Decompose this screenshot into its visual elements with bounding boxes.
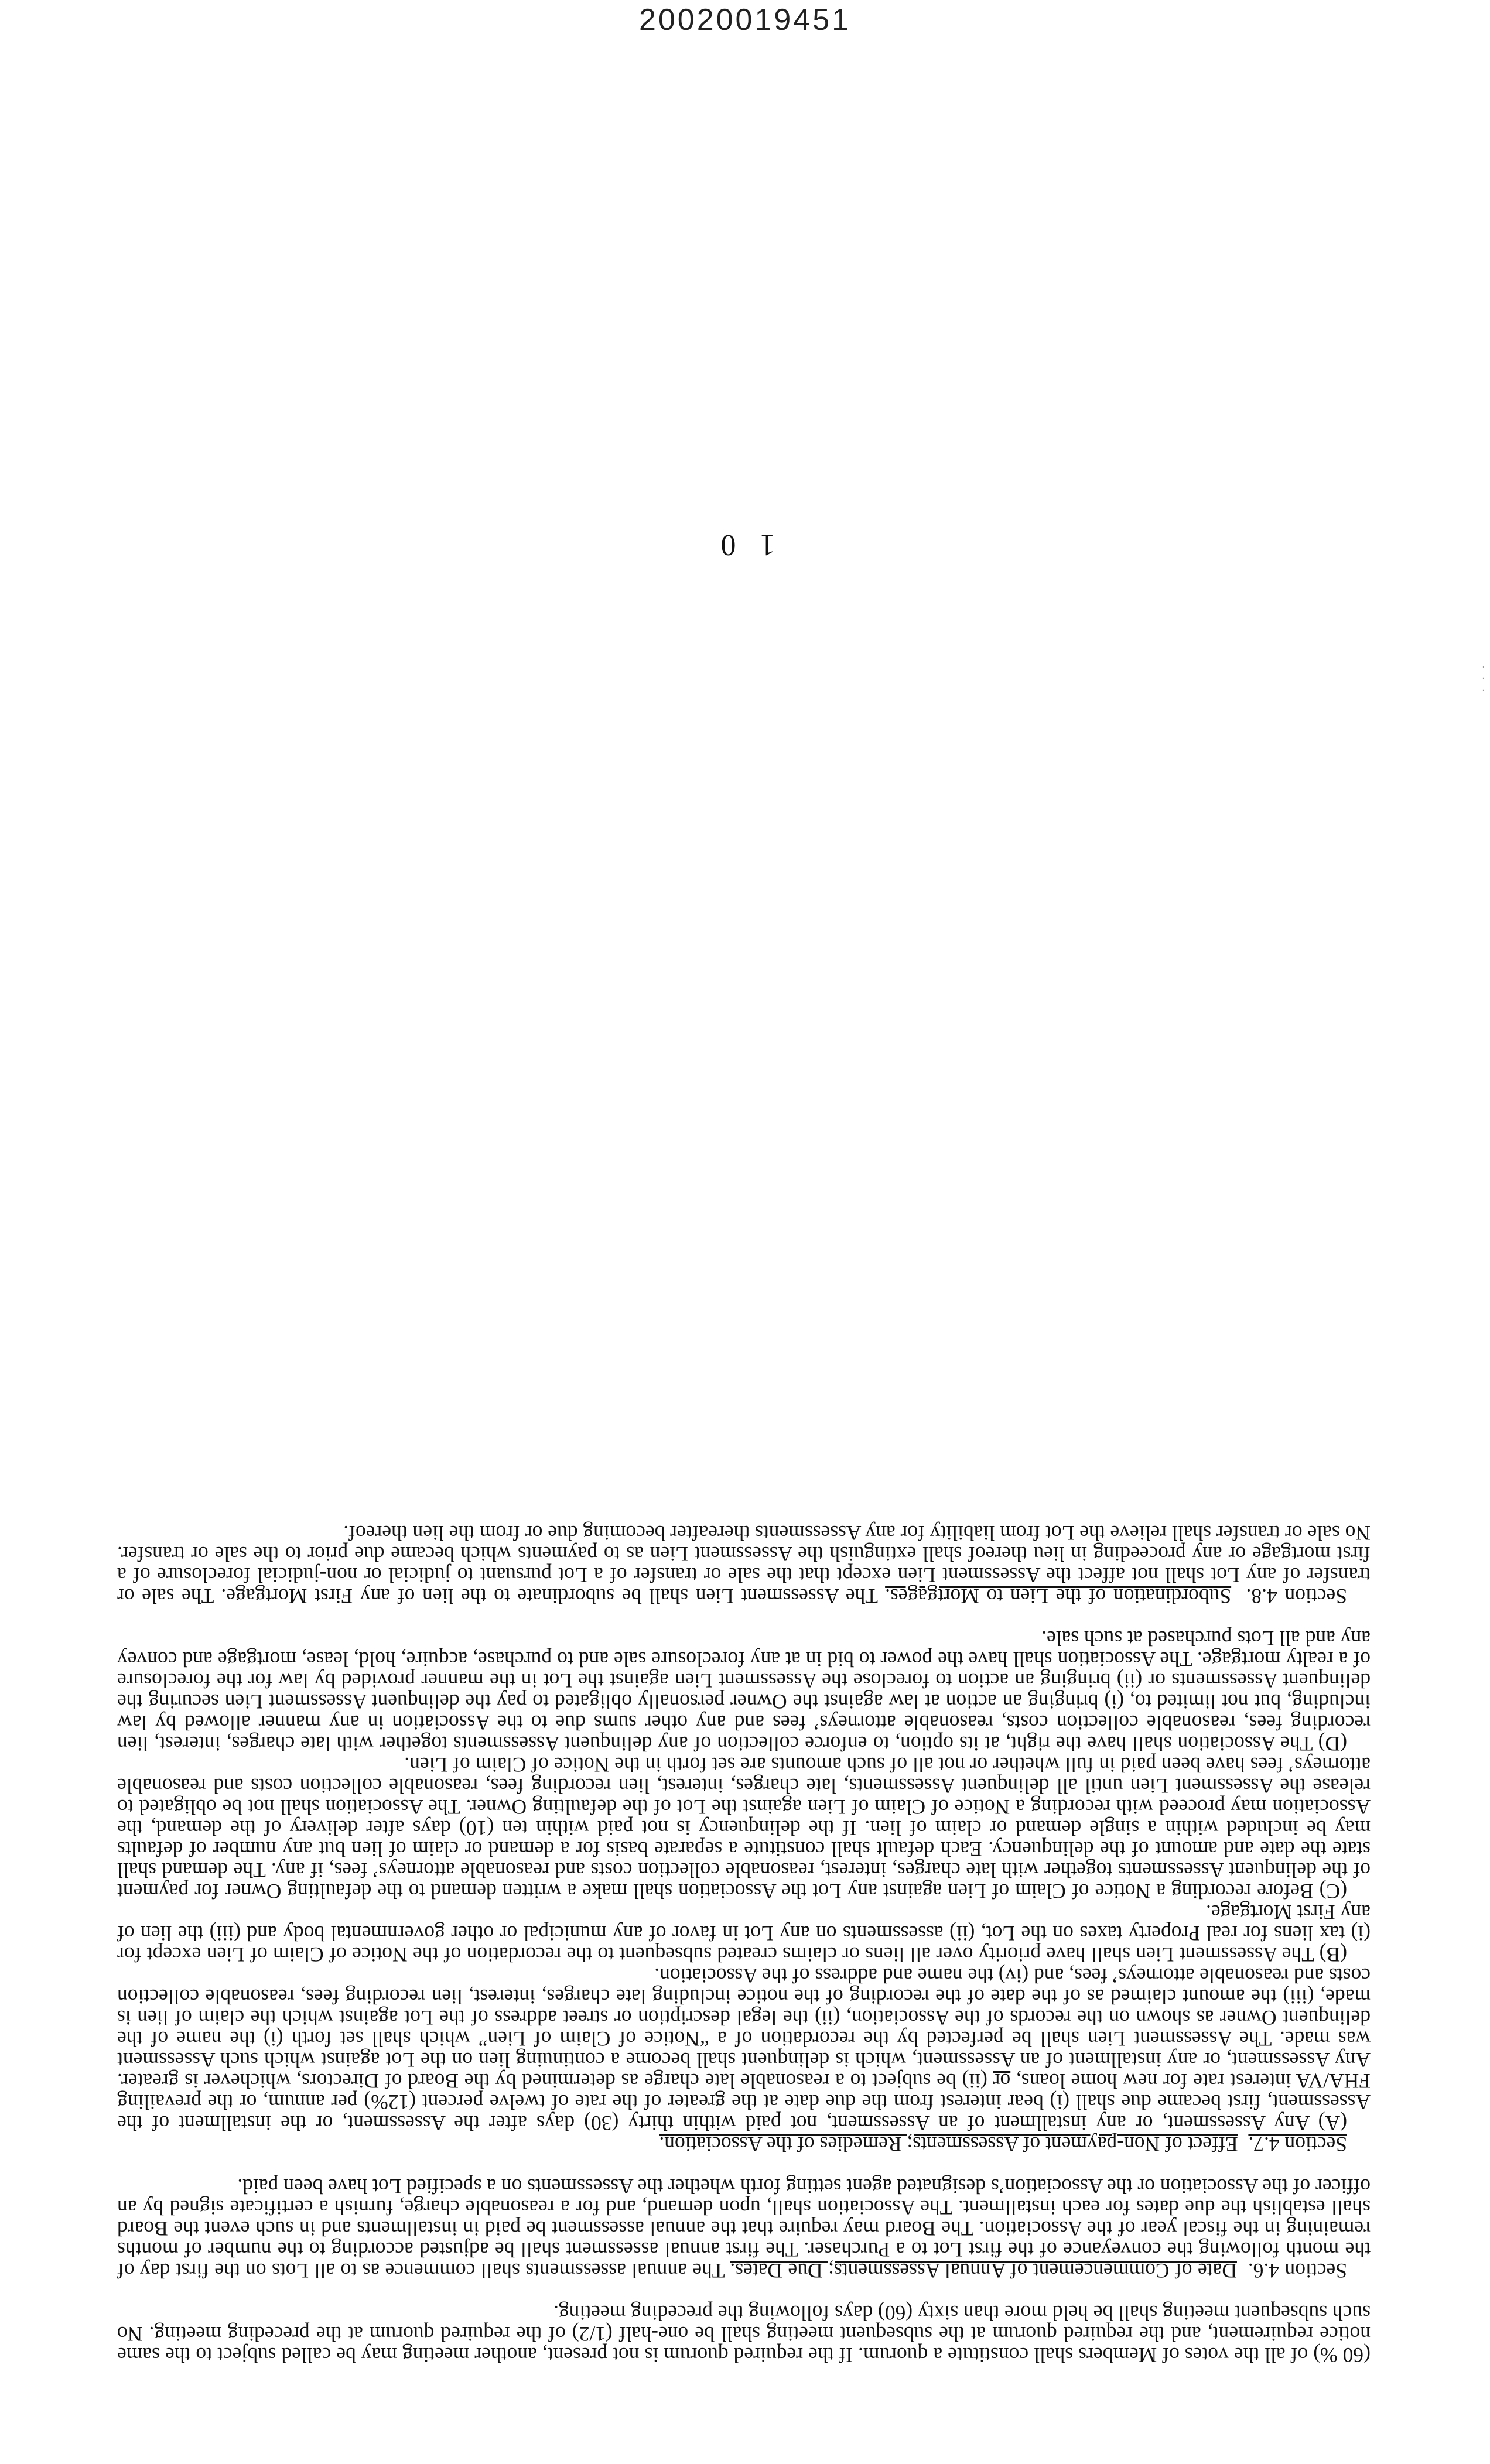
section-4-8-label: Section 4.8. — [1246, 1585, 1347, 1608]
paragraph-a-part2: (ii) be subject to a reasonable late charge as determined by the Board of Directors, whichever is greater. Any Assessment, or any installment of an Assessment, which is delinquent shall become a continuing lien on the Lot against which such Assessment was made. The Assessment Lien shall be perfected by the recordation of a “Notice of Claim of Lien” which shall set forth (i) the name of the delinquent Owner as shown on the records of the Association, (ii) the legal description or street address of the Lot against which the claim of lien is made, (iii) the amount claimed as of the date of the recording of the notice including late charges, interest, lien recording fees, reasonable collection costs and reasonable attorneys’ fees, and (iv) the name and address of the Association. — [117, 1964, 1371, 2093]
paragraph-a — [117, 1965, 1371, 2134]
section-4-6-text: The annual assessments shall commence as to all Lots on the first day of the month following the conveyance of the first Lot to a Purchaser. The first annual assessment shall be adjusted according to the number of months remaining in the fiscal year of the Association. The Board may require that the annual assessment be paid in installments and in such event the Board shall establish the due dates for each installment. The Association shall, upon demand, and for a reasonable charge, furnish a certificate signed by an officer of the Association or the Association’s designated agent setting forth whether the Assessments on a specified Lot have been paid. — [117, 2175, 1371, 2282]
paragraph-quorum: (60 %) of all the votes of Members shall constitute a quorum. If the required quorum is not present, another meeting may be called subject to the same notice requirement, and the required quorum at the subsequent meeting shall be one-half (1/2) of the required quorum at the preceding meeting. No such subsequent meeting shall be held more than sixty (60) days following the preceding meeting. — [117, 2301, 1371, 2367]
section-4-8 — [117, 1522, 1371, 1607]
section-4-6 — [117, 2176, 1371, 2281]
rotated-page-content — [117, 679, 1371, 2366]
paragraph-a-part1: (A) Any Assessment, or any installment of an Assessment, not paid within thirty (30) days after the Assessment, or the installment of the Assessment, first became due shall (i) bear interest from the due date at the greater of the rate of twelve percent (12%) per annum, or the prevailing FHA/VA interest rate for new home loans, — [117, 2069, 1371, 2135]
paragraph-b: (B) The Assessment Lien shall have priority over all liens or claims created subsequent to the recordation of the Notice of Claim of Lien except for (i) tax liens for real Property taxes on the Lot, (ii) assessments on any Lot in favor of any municipal or other governmental body and (iii) the lien of any First Mortgage. — [117, 1901, 1371, 1966]
paragraph-a-or: or — [993, 2069, 1011, 2093]
section-4-7-label: Section 4.7. — [1248, 2133, 1347, 2156]
section-4-7-heading — [117, 2134, 1371, 2155]
section-4-8-text: The Assessment Lien shall be subordinate to the lien of any First Mortgage. The sale or transfer of any Lot shall not affect the Assessment Lien except that the sale or transfer of a Lot pursuant to judicial or non-judicial foreclosure of a first mortgage or any proceeding in lieu thereof shall extinguish the Assessment Lien as to payments which became due prior to the sale or transfer. No sale or transfer shall relieve the Lot from liability for any Assessments thereafter becoming due or from the lien thereof. — [117, 1521, 1371, 1608]
section-4-6-title: Date of Commencement of Annual Assessments; Due Dates. — [730, 2259, 1237, 2282]
section-4-7-title: Effect of Non-payment of Assessments; Remedies of the Association. — [659, 2133, 1238, 2156]
margin-scan-mark: · · · — [1482, 661, 1485, 697]
document-body — [117, 1522, 1371, 2366]
paragraph-c: (C) Before recording a Notice of Claim of Lien against any Lot the Association shall make a written demand to the defaulting Owner for payment of the delinquent Assessments together with late charges, interest, reasonable collection costs and reasonable attorneys’ fees, if any. The demand shall state the date and amount of the delinquency. Each default shall constitute a separate basis for a demand or claim of lien but any number of defaults may be included within a single demand or claim of lien. If the delinquency is not paid within ten (10) days after delivery of the demand, the Association may proceed with recording a Notice of Claim of Lien against the Lot of the defaulting Owner. The Association shall not be obligated to release the Assessment Lien until all delinquent Assessments, late charges, interest, lien recording fees, reasonable collection costs and reasonable attorneys’ fees have been paid in full whether or not all of such amounts are set forth in the Notice of Claim of Lien. — [117, 1753, 1371, 1903]
page-number-wrap — [117, 492, 1371, 562]
section-4-8-title: Subordination of the Lien to Mortgages. — [885, 1585, 1232, 1608]
page-number: 1 0 — [712, 528, 775, 562]
paragraph-d: (D) The Association shall have the right, at its option, to enforce collection of any delinquent Assessments together with late charges, interest, lien recording fees, reasonable collection costs, reasonable attorneys’ fees and any other sums due to the Association in any manner allowed by law including, but not limited to, (i) bringing an action at law against the Owner personally obligated to pay the delinquent Assessment Lien securing the delinquent Assessments or (ii) bringing an action to foreclose the Assessment Lien against the Lot in the manner provided by law for the foreclosure of a realty mortgage. The Association shall have the power to bid in at any foreclosure sale and to purchase, acquire, hold, lease, mortgage and convey any and all Lots purchased at such sale. — [117, 1627, 1371, 1755]
section-4-6-label: Section 4.6. — [1248, 2259, 1347, 2282]
document-number: 20020019451 — [638, 3, 852, 37]
